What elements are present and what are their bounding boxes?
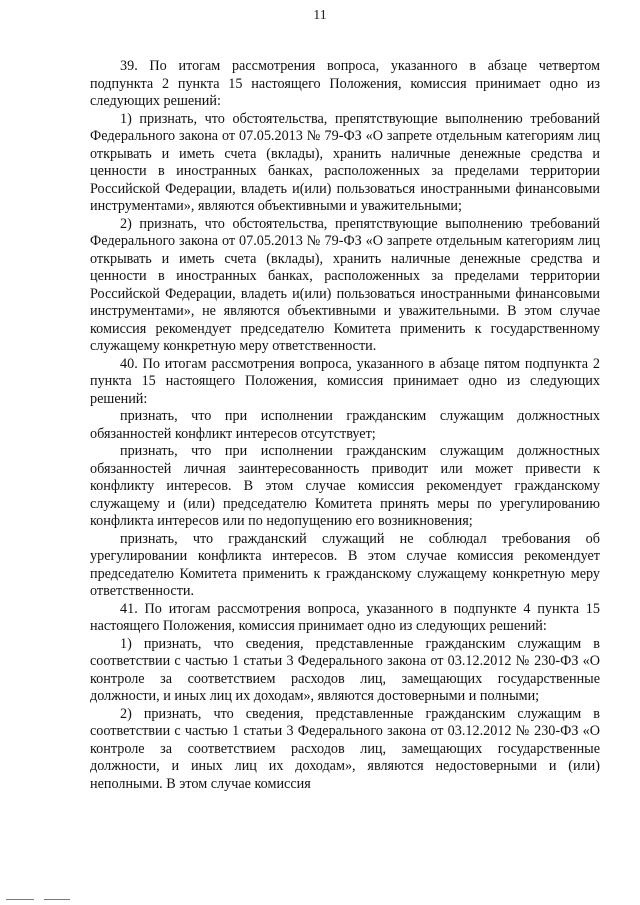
scan-mark-right — [44, 899, 70, 900]
paragraph-41-item-1: 1) признать, что сведения, представленные гражданским служащим в соответствии с частью 1 статьи 3 Федерального закона от 03.12.2012 № 230-ФЗ «О контроле за соответствием расходов лиц, замещающих государственные должности, и иных лиц их доходам», являются достоверными и полными; — [90, 635, 600, 704]
paragraph-39-item-2: 2) признать, что обстоятельства, препятствующие выполнению требований Федерального закона от 07.05.2013 № 79-ФЗ «О запрете отдельным категориям лиц открывать и иметь счета (вклады), хранить наличные денежные средства и ценности в иностранных банках, расположенных за пределами территории Российской Федерации, владеть и(или) пользоваться иностранными финансовыми инструментами», не являются объективными и уважительными. В этом случае комиссия рекомендует председателю Комитета применить к государственному служащему конкретную меру ответственности. — [90, 215, 600, 354]
document-body — [90, 58, 600, 793]
paragraph-39-item-1: 1) признать, что обстоятельства, препятствующие выполнению требований Федерального закона от 07.05.2013 № 79-ФЗ «О запрете отдельным категориям лиц открывать и иметь счета (вклады), хранить наличные денежные средства и ценности в иностранных банках, расположенных за пределами территории Российской Федерации, владеть и(или) пользоваться иностранными финансовыми инструментами», являются объективными и уважительными; — [90, 110, 600, 214]
paragraph-40-option-1: признать, что при исполнении гражданским служащим должностных обязанностей конфликт интересов отсутствует; — [90, 408, 600, 442]
paragraph-39: 39. По итогам рассмотрения вопроса, указанного в абзаце четвертом подпункта 2 пункта 15 настоящего Положения, комиссия принимает одно из следующих решений: — [90, 58, 600, 109]
paragraph-41: 41. По итогам рассмотрения вопроса, указанного в подпункте 4 пункта 15 настоящего Положения, комиссия принимает одно из следующих решений: — [90, 600, 600, 634]
paragraph-41-item-2: 2) признать, что сведения, представленные гражданским служащим в соответствии с частью 1 статьи 3 Федерального закона от 03.12.2012 № 230-ФЗ «О контроле за соответствием расходов лиц, замещающих государственные должности, и иных лиц их доходам», являются недостоверными и (или) неполными. В этом случае комиссия — [90, 705, 600, 792]
scan-mark-left — [6, 899, 34, 900]
paragraph-40-option-3: признать, что гражданский служащий не соблюдал требования об урегулировании конфликта интересов. В этом случае комиссия рекомендует председателю Комитета применить к гражданскому служащему конкретную меру ответственности. — [90, 530, 600, 599]
paragraph-40-option-2: признать, что при исполнении гражданским служащим должностных обязанностей личная заинтересованность приводит или может привести к конфликту интересов. В этом случае комиссия рекомендует гражданскому служащему и (или) председателю Комитета принять меры по урегулированию конфликта интересов или по недопущению его возникновения; — [90, 443, 600, 529]
paragraph-40: 40. По итогам рассмотрения вопроса, указанного в абзаце пятом подпункта 2 пункта 15 настоящего Положения, комиссия принимает одно из следующих решений: — [90, 355, 600, 407]
page-number: 11 — [313, 8, 327, 23]
scan-edge-marks — [0, 894, 640, 905]
